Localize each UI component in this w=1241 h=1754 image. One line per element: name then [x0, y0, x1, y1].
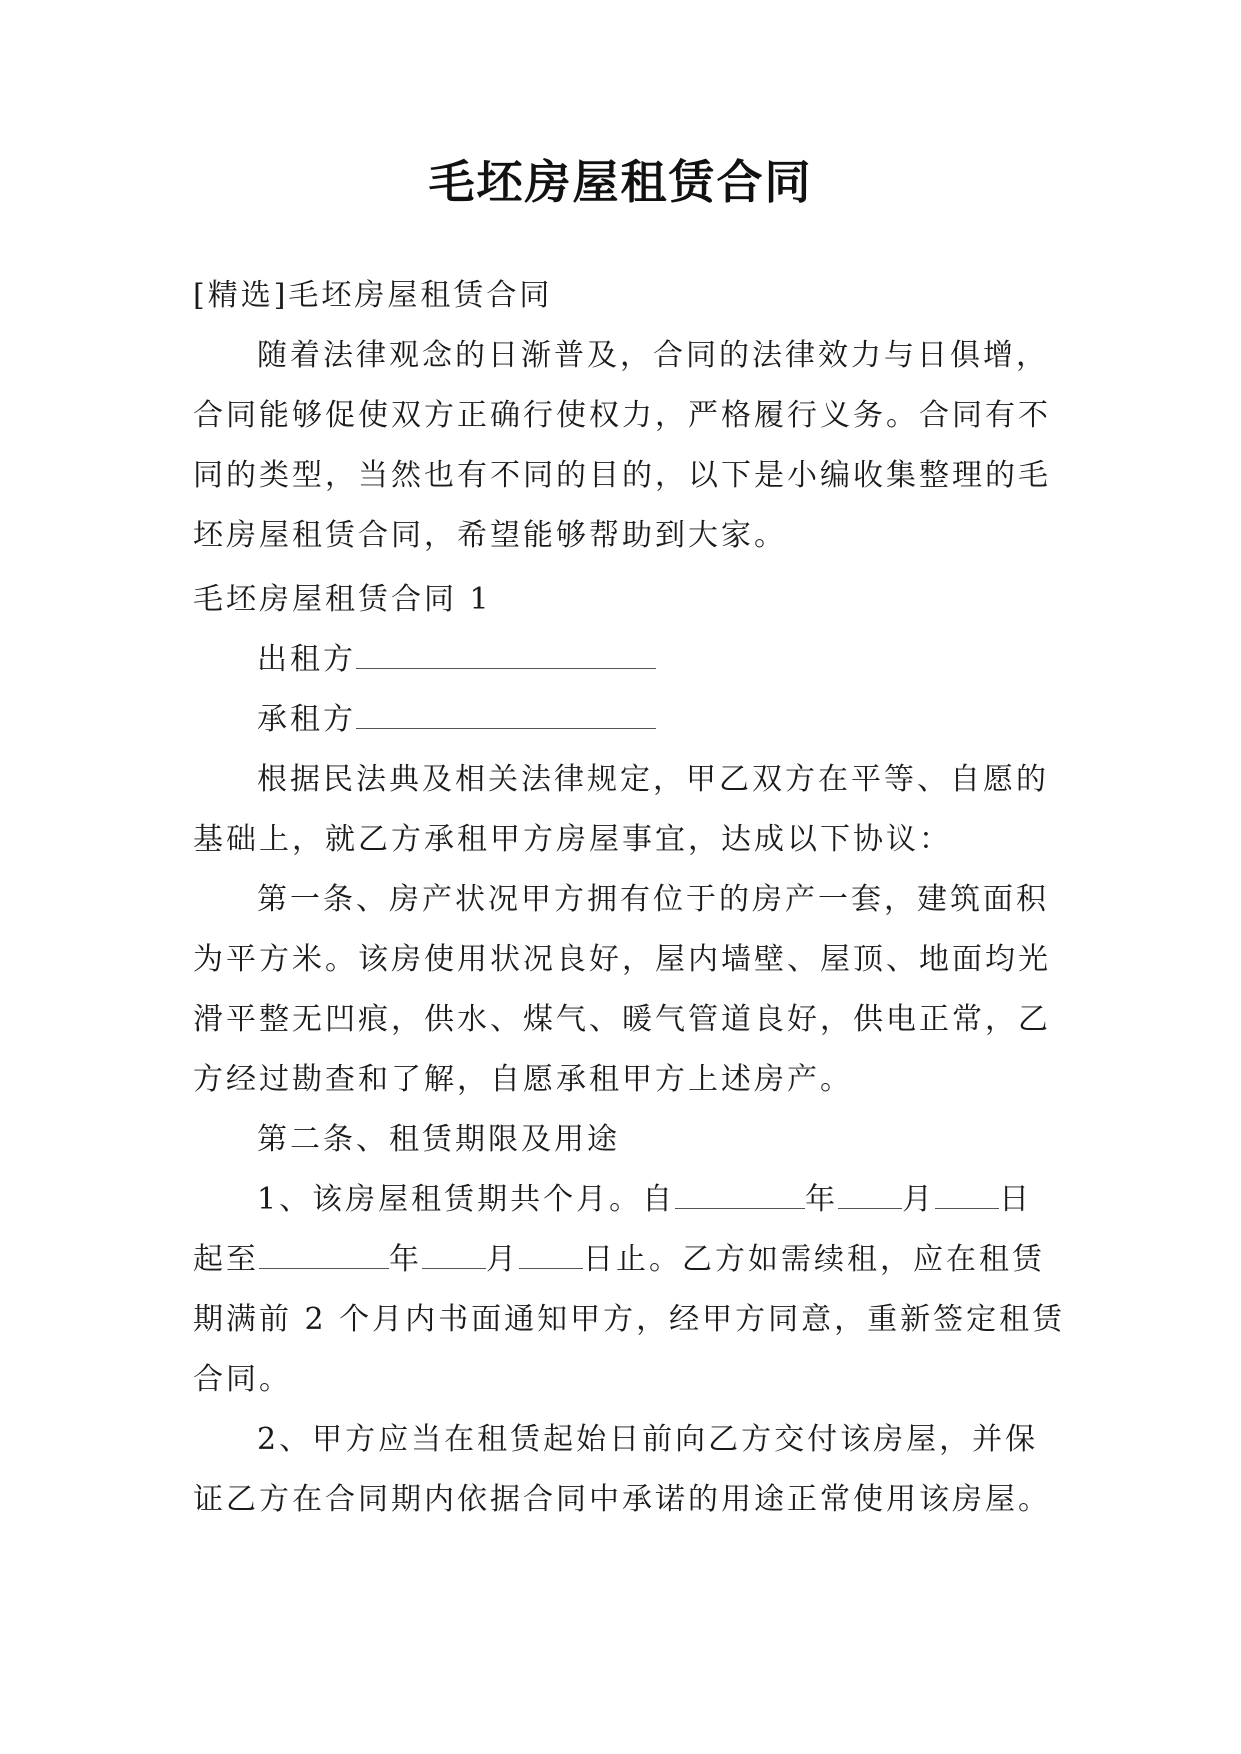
lessor-blank[interactable]	[356, 642, 656, 669]
section-heading: 毛坯房屋租赁合同 1	[193, 582, 492, 617]
start-month-blank[interactable]	[838, 1182, 902, 1209]
article1-line: 滑平整无凹痕，供水、煤气、暖气管道良好，供电正常，乙	[193, 1002, 1051, 1037]
term-end: 日止。乙方如需续租，应在租赁	[583, 1242, 1045, 1277]
preamble-line: 基础上，就乙方承租甲方房屋事宜，达成以下协议：	[193, 822, 952, 857]
term-lead: 1、该房屋租赁期共个月。自	[257, 1182, 676, 1217]
month-label: 月	[486, 1242, 519, 1277]
intro-line: 合同能够促使双方正确行使权力，严格履行义务。合同有不	[193, 398, 1051, 433]
end-month-blank[interactable]	[422, 1242, 486, 1269]
article1-line: 第一条、房产状况甲方拥有位于的房产一套，建筑面积	[257, 882, 1049, 917]
end-day-blank[interactable]	[519, 1242, 583, 1269]
term-line-4: 合同。	[193, 1362, 292, 1397]
end-year-blank[interactable]	[259, 1242, 389, 1269]
year-label: 年	[389, 1242, 422, 1277]
start-day-blank[interactable]	[935, 1182, 999, 1209]
term-line-1	[193, 1170, 1063, 1230]
lessee-line	[193, 690, 1063, 750]
contract-section	[193, 570, 1066, 1530]
article2-heading: 第二条、租赁期限及用途	[257, 1122, 620, 1157]
start-year-blank[interactable]	[675, 1182, 805, 1209]
preamble-line: 根据民法典及相关法律规定，甲乙双方在平等、自愿的	[257, 762, 1049, 797]
intro-section	[193, 266, 1063, 566]
document-subtitle: [精选]毛坯房屋租赁合同	[193, 278, 553, 313]
term-to: 起至	[193, 1242, 259, 1277]
term-line-3: 期满前 2 个月内书面通知甲方，经甲方同意，重新签定租赁	[193, 1302, 1066, 1337]
clause2-line: 证乙方在合同期内依据合同中承诺的用途正常使用该房屋。	[193, 1482, 1051, 1517]
lessor-label: 出租方	[257, 642, 356, 677]
intro-line: 同的类型，当然也有不同的目的，以下是小编收集整理的毛	[193, 458, 1051, 493]
term-line-2	[193, 1230, 1063, 1290]
intro-line: 坯房屋租赁合同，希望能够帮助到大家。	[193, 518, 787, 553]
article1-line: 为平方米。该房使用状况良好，屋内墙壁、屋顶、地面均光	[193, 942, 1051, 977]
article1-line: 方经过勘查和了解，自愿承租甲方上述房产。	[193, 1062, 853, 1097]
lessor-line	[193, 630, 1063, 690]
day-label: 日	[999, 1182, 1033, 1217]
intro-line: 随着法律观念的日渐普及，合同的法律效力与日俱增，	[257, 338, 1049, 373]
year-label: 年	[805, 1182, 839, 1217]
lessee-blank[interactable]	[356, 702, 656, 729]
month-label: 月	[902, 1182, 936, 1217]
lessee-label: 承租方	[257, 702, 356, 737]
document-title: 毛坯房屋租赁合同	[428, 155, 813, 209]
clause2-line: 2、甲方应当在租赁起始日前向乙方交付该房屋，并保	[257, 1422, 1039, 1457]
